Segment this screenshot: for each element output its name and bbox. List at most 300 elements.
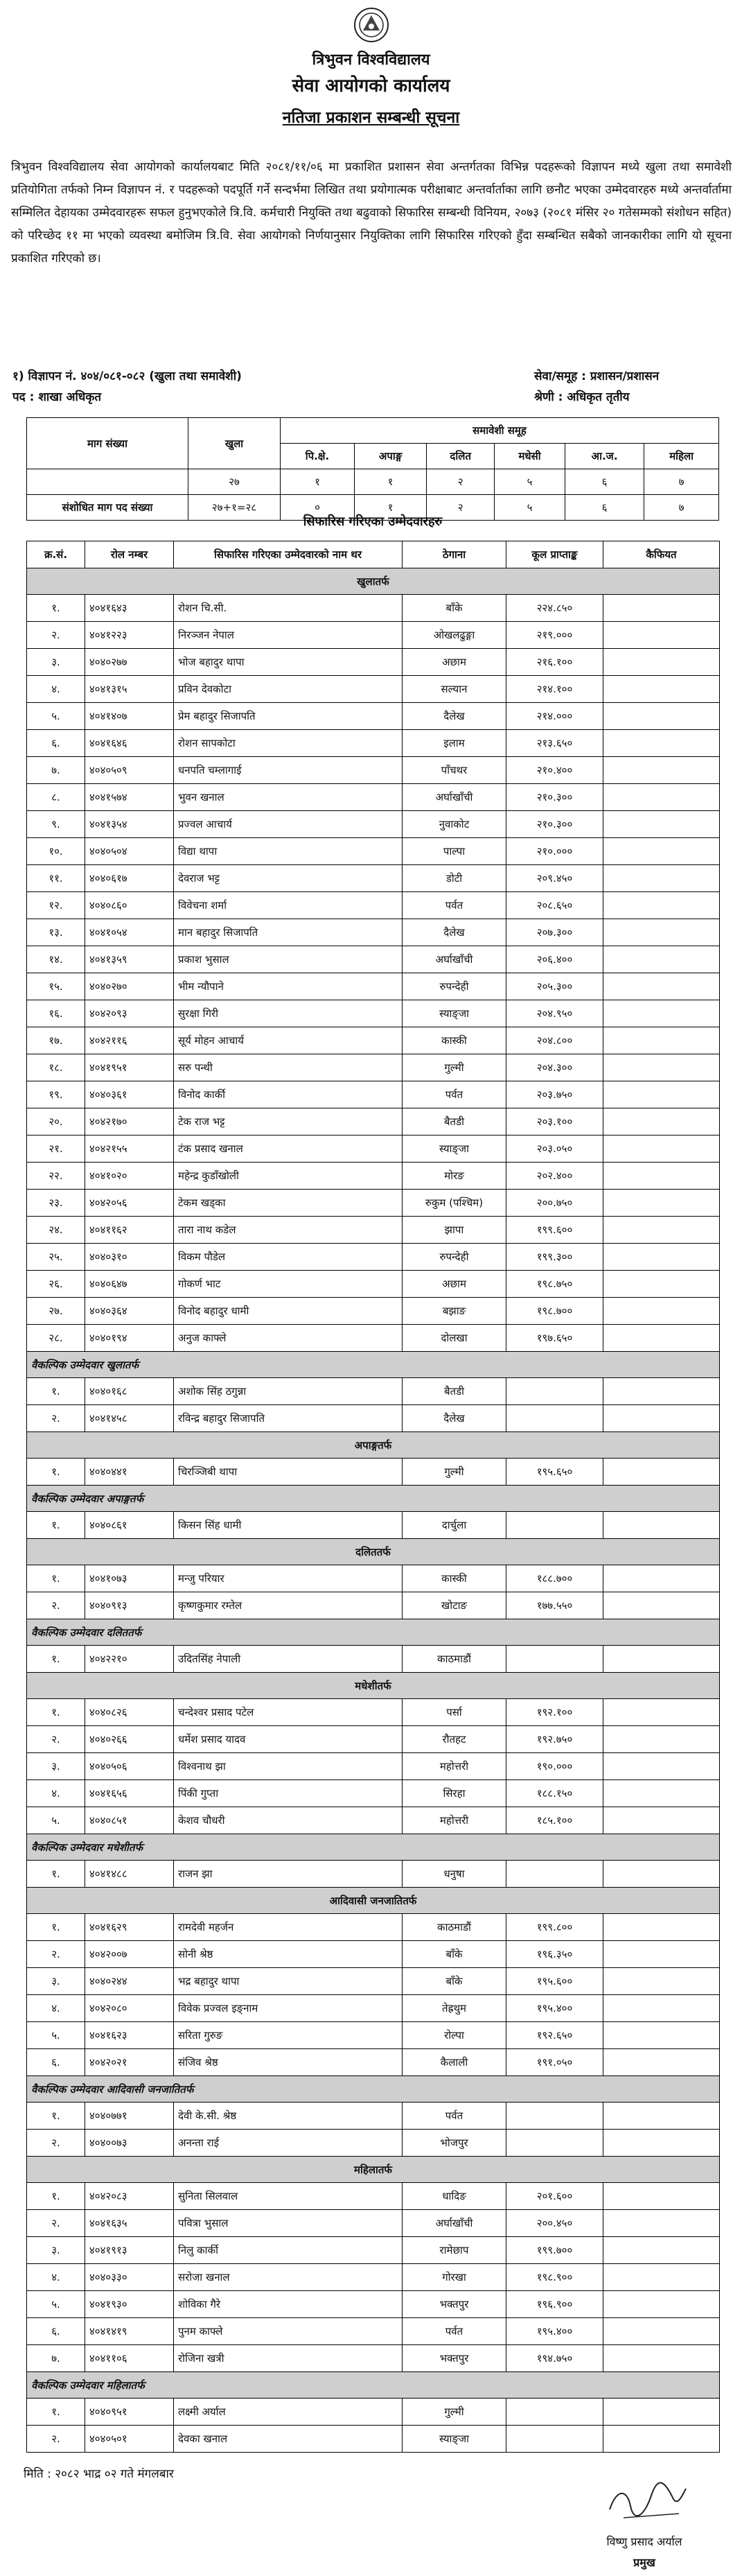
remarks xyxy=(603,1298,720,1325)
candidate-name: देवराज भट्ट xyxy=(174,865,403,892)
candidate-name: उदितसिंह नेपाली xyxy=(174,1646,403,1673)
total-score: २०३.७५० xyxy=(506,1081,603,1108)
roll-number: ४०४०३६१ xyxy=(85,1081,174,1108)
serial-number: ११. xyxy=(27,865,85,892)
roll-number: ४०४०२६६ xyxy=(85,1726,174,1753)
table-row xyxy=(27,2399,720,2426)
candidate-name: किसन सिंह धामी xyxy=(174,1512,403,1539)
roll-number: ४०४१०२० xyxy=(85,1163,174,1190)
candidate-name: प्रेम बहादुर सिजापति xyxy=(174,703,403,730)
revised-cell: ६ xyxy=(565,495,644,521)
total-score: २०५.३०० xyxy=(506,973,603,1000)
table-row xyxy=(27,784,720,811)
table-row xyxy=(27,2183,720,2210)
serial-number: ३. xyxy=(27,1968,85,1995)
table-row xyxy=(27,1699,720,1726)
roll-number: ४०४०९५१ xyxy=(85,2399,174,2426)
total-score xyxy=(506,2426,603,2453)
address: मोरङ xyxy=(403,1163,506,1190)
column-header: ठेगाना xyxy=(403,541,506,568)
address: अर्घाखाँची xyxy=(403,2210,506,2237)
candidate-name: सरिता गुरुङ xyxy=(174,2022,403,2049)
table-row xyxy=(27,811,720,838)
roll-number: ४०४०१६८ xyxy=(85,1378,174,1405)
remarks xyxy=(603,1000,720,1027)
remarks xyxy=(603,1726,720,1753)
table-row xyxy=(27,2130,720,2157)
address: दोलखा xyxy=(403,1325,506,1352)
table-row xyxy=(27,1646,720,1673)
serial-number: १. xyxy=(27,1512,85,1539)
serial-number: ९. xyxy=(27,811,85,838)
remarks xyxy=(603,2049,720,2076)
candidate-name: कृष्णकुमार रम्तेल xyxy=(174,1592,403,1619)
address: महोत्तरी xyxy=(403,1807,506,1834)
remarks xyxy=(603,1244,720,1271)
table-row xyxy=(27,1108,720,1135)
address: सिरहा xyxy=(403,1780,506,1807)
roll-number: ४०४१६२९ xyxy=(85,1914,174,1941)
serial-number: २४. xyxy=(27,1217,85,1244)
remarks xyxy=(603,2210,720,2237)
alternate-title: वैकल्पिक उम्मेदवार मधेशीतर्फ xyxy=(27,1834,720,1861)
table-row xyxy=(27,1298,720,1325)
candidate-name: शोविका गैरे xyxy=(174,2291,403,2318)
notice-paragraph: त्रिभुवन विश्वविद्यालय सेवा आयोगको कार्यालयबाट मिति २०८१/११/०६ मा प्रकाशित प्रशासन सेवा अन्तर्गतका विभिन्न पदहरूको विज्ञापन मध्ये खुला तथा समावेशी प्रतियोगिता तर्फको निम्न विज्ञापन नं. र पदहरूको पदपूर्ति गर्ने सन्दर्भमा लिखित तथा प्रयोगात्मक परीक्षाबाट अन्तर्वार्ताका लागि छनौट भएका उम्मेदवारहरु मध्ये अन्तर्वार्तामा सम्मिलित देहायका उम्मेदवारहरू सफल हुनुभएकोले त्रि.वि. कर्मचारी नियुक्ति तथा बढुवाको सिफारिस सम्बन्धी विनियम, २०७३ (२०८१ मंसिर २० गतेसम्मको संशोधन सहित) को परिच्छेद ११ मा भएको व्यवस्था बमोजिम त्रि.वि. सेवा आयोगको निर्णयानुसार नियुक्तिका लागि सिफारिस गरिएको हुँदा सम्बन्धित सबैको जानकारीका लागि यो सूचना प्रकाशित गरिएको छ। xyxy=(11,160,732,266)
address: बैतडी xyxy=(403,1378,506,1405)
total-score xyxy=(506,1512,603,1539)
remarks xyxy=(603,757,720,784)
demand-cell: १ xyxy=(354,469,426,495)
roll-number: ४०४२०८३ xyxy=(85,2183,174,2210)
address: पर्सा xyxy=(403,1699,506,1726)
remarks xyxy=(603,1914,720,1941)
column-header: कूल प्राप्ताङ्क xyxy=(506,541,603,568)
roll-number: ४०४१६५६ xyxy=(85,1780,174,1807)
table-row xyxy=(27,1027,720,1054)
table-row xyxy=(27,1753,720,1780)
section-title: मधेशीतर्फ xyxy=(27,1673,720,1699)
address: काठमाडौं xyxy=(403,1914,506,1941)
roll-number: ४०४१९१३ xyxy=(85,2237,174,2264)
remarks xyxy=(603,622,720,649)
serial-number: १. xyxy=(27,1378,85,1405)
remarks xyxy=(603,1459,720,1486)
total-score: २१३.६५० xyxy=(506,730,603,757)
address: कास्की xyxy=(403,1565,506,1592)
table-row xyxy=(27,1378,720,1405)
remarks xyxy=(603,1592,720,1619)
serial-number: १८. xyxy=(27,1054,85,1081)
roll-number: ४०४०५०९ xyxy=(85,757,174,784)
remarks xyxy=(603,865,720,892)
table-row xyxy=(27,1271,720,1298)
roll-number: ४०४१९५१ xyxy=(85,1054,174,1081)
serial-number: २८. xyxy=(27,1325,85,1352)
candidate-name: देवका खनाल xyxy=(174,2426,403,2453)
candidate-name: विद्या थापा xyxy=(174,838,403,865)
total-score: १९९.६०० xyxy=(506,1217,603,1244)
serial-number: २. xyxy=(27,1941,85,1968)
total-score: २१४.१०० xyxy=(506,676,603,703)
total-score: २०८.६५० xyxy=(506,892,603,919)
table-row xyxy=(27,1968,720,1995)
total-score: १९५.४०० xyxy=(506,1995,603,2022)
table-row xyxy=(27,2264,720,2291)
table-row xyxy=(27,757,720,784)
candidate-name: विवेचना शर्मा xyxy=(174,892,403,919)
remarks xyxy=(603,1190,720,1217)
demand-cell: ५ xyxy=(495,469,565,495)
table-row xyxy=(27,865,720,892)
remarks xyxy=(603,973,720,1000)
candidate-name: विवेक प्रज्वल इङ्नाम xyxy=(174,1995,403,2022)
roll-number: ४०४०५०४ xyxy=(85,838,174,865)
revised-cell: ५ xyxy=(495,495,565,521)
candidate-name: देवी के.सी. श्रेष्ठ xyxy=(174,2103,403,2130)
serial-number: २. xyxy=(27,1405,85,1432)
candidate-name: रोशन सापकोटा xyxy=(174,730,403,757)
total-score: २००.७५० xyxy=(506,1190,603,1217)
serial-number: १. xyxy=(27,2103,85,2130)
candidate-name: तारा नाथ कडेल xyxy=(174,1217,403,1244)
group-header: मधेसी xyxy=(495,444,565,469)
candidate-name: सुरक्षा गिरी xyxy=(174,1000,403,1027)
section-header-row xyxy=(27,2157,720,2183)
revised-cell: ७ xyxy=(644,495,719,521)
candidate-name: टेक राज भट्ट xyxy=(174,1108,403,1135)
table-row xyxy=(27,2237,720,2264)
signer-name: विष्णु प्रसाद अर्याल xyxy=(606,2535,682,2548)
service-group: सेवा/समूह : प्रशासन/प्रशासन xyxy=(534,369,660,383)
roll-number: ४०४०८५१ xyxy=(85,1807,174,1834)
remarks xyxy=(603,1968,720,1995)
alternate-title: वैकल्पिक उम्मेदवार अपाङ्गतर्फ xyxy=(27,1486,720,1512)
candidate-name: रामदेवी महर्जन xyxy=(174,1914,403,1941)
serial-number: २०. xyxy=(27,1108,85,1135)
address: रुपन्देही xyxy=(403,973,506,1000)
group-header: महिला xyxy=(644,444,719,469)
notice-title: नतिजा प्रकाशन सम्बन्धी सूचना xyxy=(282,109,460,127)
address: अछाम xyxy=(403,1271,506,1298)
roll-number: ४०४१४०७ xyxy=(85,703,174,730)
roll-number: ४०४१०७३ xyxy=(85,1565,174,1592)
candidate-name: निलु कार्की xyxy=(174,2237,403,2264)
serial-number: २. xyxy=(27,2426,85,2453)
serial-number: ५. xyxy=(27,1807,85,1834)
address: स्याङ्जा xyxy=(403,1000,506,1027)
remarks xyxy=(603,919,720,946)
demand-table xyxy=(26,417,719,521)
roll-number: ४०४२००७ xyxy=(85,1941,174,1968)
roll-number: ४०४०२७७ xyxy=(85,649,174,676)
candidate-name: महेन्द्र कुडाँखोली xyxy=(174,1163,403,1190)
serial-number: १. xyxy=(27,2183,85,2210)
roll-number: ४०४०४४१ xyxy=(85,1459,174,1486)
remarks xyxy=(603,784,720,811)
total-score: २१०.३०० xyxy=(506,811,603,838)
address: महोत्तरी xyxy=(403,1753,506,1780)
total-score: २०१.६०० xyxy=(506,2183,603,2210)
address: सल्यान xyxy=(403,676,506,703)
total-score: २१०.३०० xyxy=(506,784,603,811)
university-name: त्रिभुवन विश्वविद्यालय xyxy=(312,51,430,69)
serial-number: १४. xyxy=(27,946,85,973)
total-score: २१०.००० xyxy=(506,838,603,865)
serial-number: १. xyxy=(27,1646,85,1673)
serial-number: २. xyxy=(27,1726,85,1753)
group-header: आ.ज. xyxy=(565,444,644,469)
roll-number: ४०४१९३० xyxy=(85,2291,174,2318)
roll-number: ४०४१४१९ xyxy=(85,2318,174,2345)
address: रामेछाप xyxy=(403,2237,506,2264)
total-score xyxy=(506,2103,603,2130)
serial-number: ७. xyxy=(27,2345,85,2372)
alternate-header-row xyxy=(27,1834,720,1861)
address: पर्वत xyxy=(403,2318,506,2345)
address: भक्तपुर xyxy=(403,2345,506,2372)
remarks xyxy=(603,2399,720,2426)
total-score: २२४.८५० xyxy=(506,595,603,622)
candidate-name: रोजिना खत्री xyxy=(174,2345,403,2372)
table-row xyxy=(27,2318,720,2345)
candidate-name: भद्र बहादुर थापा xyxy=(174,1968,403,1995)
table-row xyxy=(27,2426,720,2453)
table-row xyxy=(27,1135,720,1163)
address: खोटाङ xyxy=(403,1592,506,1619)
address: इलाम xyxy=(403,730,506,757)
table-row xyxy=(27,730,720,757)
address: दैलेख xyxy=(403,1405,506,1432)
address: पर्वत xyxy=(403,892,506,919)
total-score xyxy=(506,2130,603,2157)
address: दार्चुला xyxy=(403,1512,506,1539)
serial-number: २७. xyxy=(27,1298,85,1325)
alternate-title: वैकल्पिक उम्मेदवार आदिवासी जनजातितर्फ xyxy=(27,2076,720,2103)
remarks xyxy=(603,1054,720,1081)
candidate-name: अशोक सिंह ठगुन्ना xyxy=(174,1378,403,1405)
serial-number: ७. xyxy=(27,757,85,784)
roll-number: ४०४०५०६ xyxy=(85,1753,174,1780)
university-emblem-icon xyxy=(353,6,389,44)
remarks xyxy=(603,1780,720,1807)
table-row xyxy=(27,2291,720,2318)
table-row xyxy=(27,973,720,1000)
roll-number: ४०४०८६१ xyxy=(85,1512,174,1539)
alternate-header-row xyxy=(27,1486,720,1512)
remarks xyxy=(603,1405,720,1432)
serial-number: १२. xyxy=(27,892,85,919)
total-score: १९२.६५० xyxy=(506,2022,603,2049)
address: बाँके xyxy=(403,595,506,622)
roll-number: ४०४०८२६ xyxy=(85,1699,174,1726)
serial-number: ५. xyxy=(27,2022,85,2049)
alternate-header-row xyxy=(27,1619,720,1646)
column-header: सिफारिस गरिएका उम्मेदवारको नाम थर xyxy=(174,541,403,568)
total-score: २०२.४०० xyxy=(506,1163,603,1190)
roll-number: ४०४१६३५ xyxy=(85,2210,174,2237)
total-score: १९५.६५० xyxy=(506,1459,603,1486)
table-row xyxy=(27,919,720,946)
table-row xyxy=(27,1405,720,1432)
office-name: सेवा आयोगको कार्यालय xyxy=(292,76,450,96)
address: पाँचथर xyxy=(403,757,506,784)
total-score: १७७.५५० xyxy=(506,1592,603,1619)
remarks xyxy=(603,1995,720,2022)
total-score: १९९.३०० xyxy=(506,1244,603,1271)
candidate-name: सुनिता सिलवाल xyxy=(174,2183,403,2210)
address: अर्घाखाँची xyxy=(403,784,506,811)
address: अछाम xyxy=(403,649,506,676)
total-score: २१४.००० xyxy=(506,703,603,730)
total-score: १९७.६५० xyxy=(506,1325,603,1352)
roll-number: ४०४०३३० xyxy=(85,2264,174,2291)
address: कैलाली xyxy=(403,2049,506,2076)
section-title: महिलातर्फ xyxy=(27,2157,720,2183)
table-row xyxy=(27,1325,720,1352)
table-row xyxy=(27,1217,720,1244)
remarks xyxy=(603,2345,720,2372)
remarks xyxy=(603,730,720,757)
remarks xyxy=(603,676,720,703)
revised-cell: १ xyxy=(354,495,426,521)
total-score: १९६.३५० xyxy=(506,1941,603,1968)
candidate-name: विनोद कार्की xyxy=(174,1081,403,1108)
candidate-name: संजिव श्रेष्ठ xyxy=(174,2049,403,2076)
remarks xyxy=(603,1027,720,1054)
group-header: दलित xyxy=(427,444,495,469)
column-header: कैफियत xyxy=(603,541,720,568)
remarks xyxy=(603,1753,720,1780)
candidate-name: धनपति चम्लागाई xyxy=(174,757,403,784)
roll-number: ४०४११०६ xyxy=(85,2345,174,2372)
roll-number: ४०४१५७४ xyxy=(85,784,174,811)
serial-number: २. xyxy=(27,2210,85,2237)
demand-empty-cell xyxy=(27,469,188,495)
address: भक्तपुर xyxy=(403,2291,506,2318)
roll-number: ४०४१४५८ xyxy=(85,1405,174,1432)
roll-number: ४०४०७७१ xyxy=(85,2103,174,2130)
total-score xyxy=(506,1861,603,1888)
address: रुकुम (पश्चिम) xyxy=(403,1190,506,1217)
advert-number: १) विज्ञापन नं. ४०४/०८१-०८२ (खुला तथा समावेशी) xyxy=(12,369,242,383)
address: झापा xyxy=(403,1217,506,1244)
address: गुल्मी xyxy=(403,2399,506,2426)
table-row xyxy=(27,2210,720,2237)
total-score: १८८.७०० xyxy=(506,1565,603,1592)
table-row xyxy=(27,1054,720,1081)
address: कास्की xyxy=(403,1027,506,1054)
roll-number: ४०४१४८८ xyxy=(85,1861,174,1888)
table-row xyxy=(27,838,720,865)
remarks xyxy=(603,1081,720,1108)
demand-cell: २ xyxy=(427,469,495,495)
serial-number: १६. xyxy=(27,1000,85,1027)
roll-number: ४०४१६४३ xyxy=(85,595,174,622)
total-score: २०६.४०० xyxy=(506,946,603,973)
table-row xyxy=(27,1861,720,1888)
address: डोटी xyxy=(403,865,506,892)
table-row xyxy=(27,1807,720,1834)
revised-label: संशोधित माग पद संख्या xyxy=(27,495,188,521)
table-row xyxy=(27,946,720,973)
remarks xyxy=(603,838,720,865)
alternate-header-row xyxy=(27,2372,720,2399)
candidate-name: सूर्य मोहन आचार्य xyxy=(174,1027,403,1054)
revised-cell: ० xyxy=(281,495,355,521)
candidate-name: केशव चौधरी xyxy=(174,1807,403,1834)
serial-number: २. xyxy=(27,1592,85,1619)
candidate-name: प्रकाश भुसाल xyxy=(174,946,403,973)
table-row xyxy=(27,1995,720,2022)
candidate-name: राजन झा xyxy=(174,1861,403,1888)
demand-row-label: माग संख्या xyxy=(27,418,188,469)
address: नुवाकोट xyxy=(403,811,506,838)
table-row xyxy=(27,1726,720,1753)
section-title: आदिवासी जनजातितर्फ xyxy=(27,1888,720,1914)
serial-number: ३. xyxy=(27,649,85,676)
roll-number: ४०४२११६ xyxy=(85,1027,174,1054)
candidate-name: टंक प्रसाद खनाल xyxy=(174,1135,403,1163)
section-header-row xyxy=(27,1888,720,1914)
total-score: १८८.१५० xyxy=(506,1780,603,1807)
serial-number: २. xyxy=(27,622,85,649)
serial-number: ८. xyxy=(27,784,85,811)
total-score: १९५.६०० xyxy=(506,1968,603,1995)
demand-cell: १ xyxy=(281,469,355,495)
address: पर्वत xyxy=(403,1081,506,1108)
remarks xyxy=(603,2103,720,2130)
header xyxy=(0,0,742,128)
candidate-name: भोज बहादुर थापा xyxy=(174,649,403,676)
remarks xyxy=(603,1135,720,1163)
remarks xyxy=(603,1941,720,1968)
address: पर्वत xyxy=(403,2103,506,2130)
table-row xyxy=(27,2049,720,2076)
meta-row-2 xyxy=(12,388,733,408)
total-score: २००.४५० xyxy=(506,2210,603,2237)
roll-number: ४०४०१९४ xyxy=(85,1325,174,1352)
candidate-name: रोशन चि.सी. xyxy=(174,595,403,622)
revised-cell: २७+१=२८ xyxy=(188,495,281,521)
remarks xyxy=(603,2022,720,2049)
column-header: क्र.सं. xyxy=(27,541,85,568)
alternate-title: वैकल्पिक उम्मेदवार महिलातर्फ xyxy=(27,2372,720,2399)
total-score: २०४.३०० xyxy=(506,1054,603,1081)
roll-number: ४०४२१७० xyxy=(85,1108,174,1135)
remarks xyxy=(603,1325,720,1352)
roll-number: ४०४२०९३ xyxy=(85,1000,174,1027)
serial-number: १. xyxy=(27,1565,85,1592)
address: रौतहट xyxy=(403,1726,506,1753)
open-label: खुला xyxy=(188,418,281,469)
table-row xyxy=(27,1565,720,1592)
table-row xyxy=(27,1244,720,1271)
total-score: १८५.१०० xyxy=(506,1807,603,1834)
total-score xyxy=(506,2399,603,2426)
remarks xyxy=(603,1163,720,1190)
total-score: १९८.७०० xyxy=(506,1298,603,1325)
post-class: श्रेणी : अधिकृत तृतीय xyxy=(534,390,630,404)
candidate-name: अनुज काफ्ले xyxy=(174,1325,403,1352)
remarks xyxy=(603,649,720,676)
recommend-caption: सिफारिस गरिएका उम्मेदवारहरु xyxy=(303,514,443,529)
total-score: १९६.९०० xyxy=(506,2291,603,2318)
address: धादिङ xyxy=(403,2183,506,2210)
address: गुल्मी xyxy=(403,1459,506,1486)
roll-number: ४०४१०५४ xyxy=(85,919,174,946)
table-row xyxy=(27,2345,720,2372)
